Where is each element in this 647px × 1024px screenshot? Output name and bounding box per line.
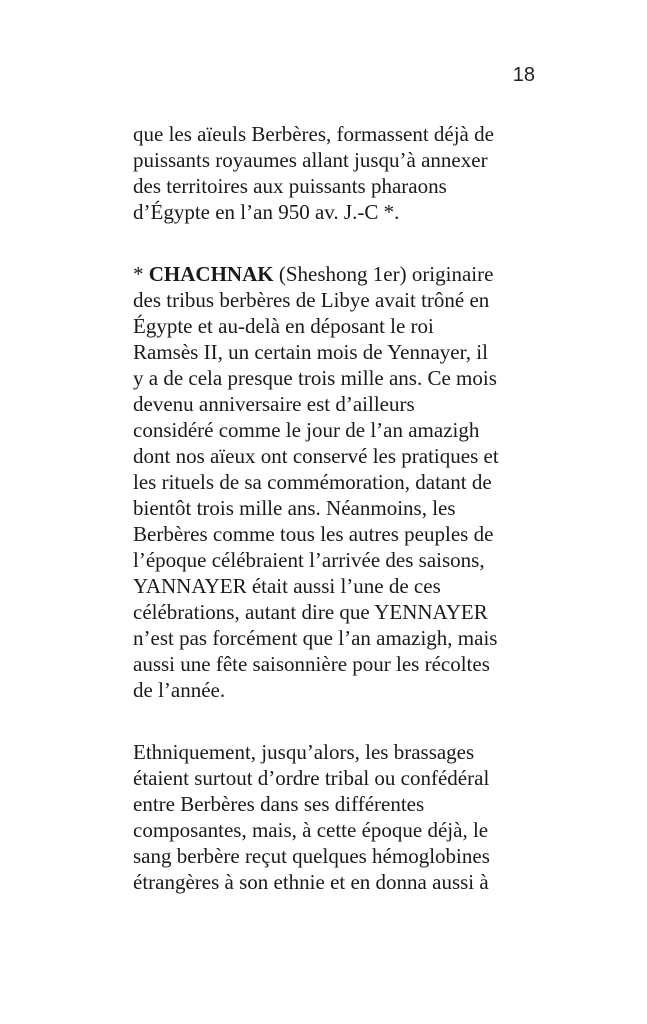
- text-line: étaient surtout d’ordre tribal ou confédéral: [133, 766, 490, 790]
- text-line: aussi une fête saisonnière pour les récoltes: [133, 652, 490, 676]
- text-line: devenu anniversaire est d’ailleurs: [133, 392, 415, 416]
- text-line: l’époque célébraient l’arrivée des saisons,: [133, 548, 485, 572]
- text-line: sang berbère reçut quelques hémoglobines: [133, 844, 490, 868]
- text-line: n’est pas forcément que l’an amazigh, mais: [133, 626, 498, 650]
- text-line: composantes, mais, à cette époque déjà, le: [133, 818, 489, 842]
- text-line: étrangères à son ethnie et en donna aussi à: [133, 870, 489, 894]
- text-line: dont nos aïeux ont conservé les pratiques et: [133, 444, 499, 468]
- text-line: d’Égypte en l’an 950 av. J.-C *.: [133, 200, 400, 224]
- text-line: entre Berbères dans ses différentes: [133, 792, 425, 816]
- text-line: de l’année.: [133, 678, 226, 702]
- paragraph: [133, 739, 543, 895]
- bold-term: CHACHNAK: [148, 262, 274, 286]
- text-line: des tribus berbères de Libye avait trôné en: [133, 288, 490, 312]
- text-line: puissants royaumes allant jusqu’à annexer: [133, 148, 488, 172]
- text-line: des territoires aux puissants pharaons: [133, 174, 447, 198]
- text-line: Ethniquement, jusqu’alors, les brassages: [133, 740, 475, 764]
- text-line: Égypte et au-delà en déposant le roi: [133, 314, 434, 338]
- text-line: YANNAYER était aussi l’une de ces: [133, 574, 441, 598]
- page-content: [133, 121, 543, 931]
- text-line: Ramsès II, un certain mois de Yennayer, il: [133, 340, 488, 364]
- text-line: y a de cela presque trois mille ans. Ce mois: [133, 366, 497, 390]
- page-number: 18: [512, 64, 535, 86]
- text-line: Berbères comme tous les autres peuples de: [133, 522, 494, 546]
- paragraph: [133, 261, 543, 703]
- paragraph: [133, 121, 543, 225]
- text-line: * CHACHNAK (Sheshong 1er) originaire: [133, 262, 494, 286]
- text-line: que les aïeuls Berbères, formassent déjà de: [133, 122, 494, 146]
- text-line: considéré comme le jour de l’an amazigh: [133, 418, 480, 442]
- text-line: les rituels de sa commémoration, datant de: [133, 470, 492, 494]
- text-line: célébrations, autant dire que YENNAYER: [133, 600, 488, 624]
- text-line: bientôt trois mille ans. Néanmoins, les: [133, 496, 456, 520]
